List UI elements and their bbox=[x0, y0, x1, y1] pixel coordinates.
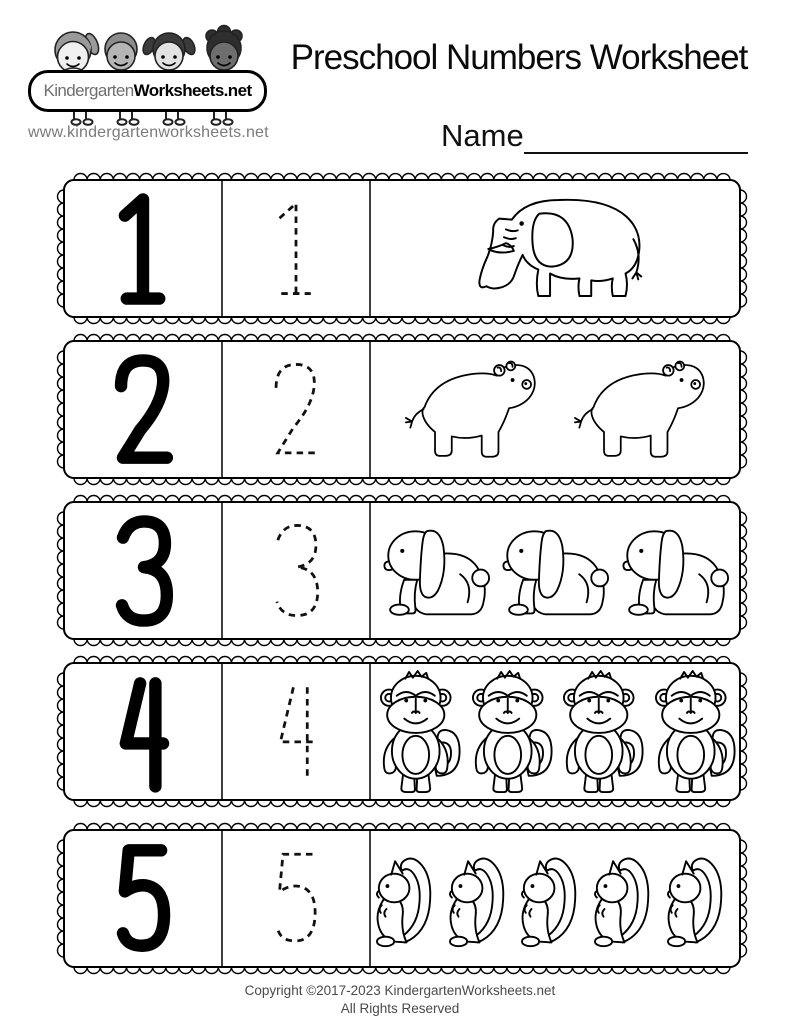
traceable-number-cell[interactable] bbox=[222, 663, 370, 800]
solid-number-cell bbox=[64, 830, 222, 967]
hippo-illustration bbox=[567, 358, 708, 462]
monkey-illustration bbox=[645, 669, 737, 795]
solid-number-5 bbox=[100, 837, 186, 961]
animal-picture-cell bbox=[370, 341, 736, 478]
solid-number-1 bbox=[100, 187, 186, 311]
solid-number-3 bbox=[100, 509, 186, 633]
dashed-number-4[interactable] bbox=[257, 675, 335, 788]
solid-number-cell bbox=[64, 341, 222, 478]
elephant-illustration bbox=[455, 194, 651, 304]
worksheet-row-2 bbox=[56, 333, 748, 486]
squirrel-illustration bbox=[372, 846, 443, 951]
rabbit-illustration bbox=[617, 520, 729, 621]
animal-picture-cell bbox=[370, 180, 736, 317]
rights-text: All Rights Reserved bbox=[340, 1001, 460, 1016]
monkey-illustration bbox=[462, 669, 554, 795]
page-title: Preschool Numbers Worksheet bbox=[290, 38, 748, 77]
dashed-number-1[interactable] bbox=[257, 192, 335, 305]
copyright-text: Copyright ©2017-2023 KindergartenWorksheets.net bbox=[244, 983, 556, 998]
animal-picture-cell bbox=[370, 502, 736, 639]
worksheet-row-1 bbox=[56, 172, 748, 325]
traceable-number-cell[interactable] bbox=[222, 341, 370, 478]
animal-picture-cell bbox=[370, 663, 736, 800]
hippo-illustration bbox=[398, 358, 539, 462]
dashed-number-5[interactable] bbox=[257, 842, 335, 955]
traceable-number-cell[interactable] bbox=[222, 502, 370, 639]
site-url-text: www.kindergartenworksheets.net bbox=[28, 124, 269, 141]
rabbit-illustration bbox=[378, 520, 490, 621]
footer bbox=[0, 982, 800, 1018]
solid-number-2 bbox=[100, 348, 186, 472]
worksheet-rows bbox=[56, 172, 748, 983]
worksheet-row-4 bbox=[56, 655, 748, 808]
traceable-number-cell[interactable] bbox=[222, 180, 370, 317]
squirrel-illustration bbox=[663, 846, 734, 951]
squirrel-illustration bbox=[590, 846, 661, 951]
name-label: Name bbox=[441, 118, 524, 153]
logo-banner bbox=[28, 70, 267, 112]
name-row bbox=[441, 116, 748, 154]
solid-number-cell bbox=[64, 502, 222, 639]
animal-picture-cell bbox=[370, 830, 736, 967]
monkey-illustration bbox=[370, 669, 462, 795]
squirrel-illustration bbox=[445, 846, 516, 951]
squirrel-illustration bbox=[517, 846, 588, 951]
solid-number-cell bbox=[64, 180, 222, 317]
traceable-number-cell[interactable] bbox=[222, 830, 370, 967]
dashed-number-3[interactable] bbox=[257, 514, 335, 627]
dashed-number-2[interactable] bbox=[257, 353, 335, 466]
logo-banner-text-light: Kindergarten bbox=[43, 81, 134, 100]
worksheet-row-5 bbox=[56, 822, 748, 975]
solid-number-cell bbox=[64, 663, 222, 800]
monkey-illustration bbox=[553, 669, 645, 795]
solid-number-4 bbox=[100, 670, 186, 794]
rabbit-illustration bbox=[497, 520, 609, 621]
name-fill-in-line[interactable] bbox=[524, 116, 748, 154]
worksheet-row-3 bbox=[56, 494, 748, 647]
logo-banner-text-bold: Worksheets.net bbox=[133, 81, 252, 100]
